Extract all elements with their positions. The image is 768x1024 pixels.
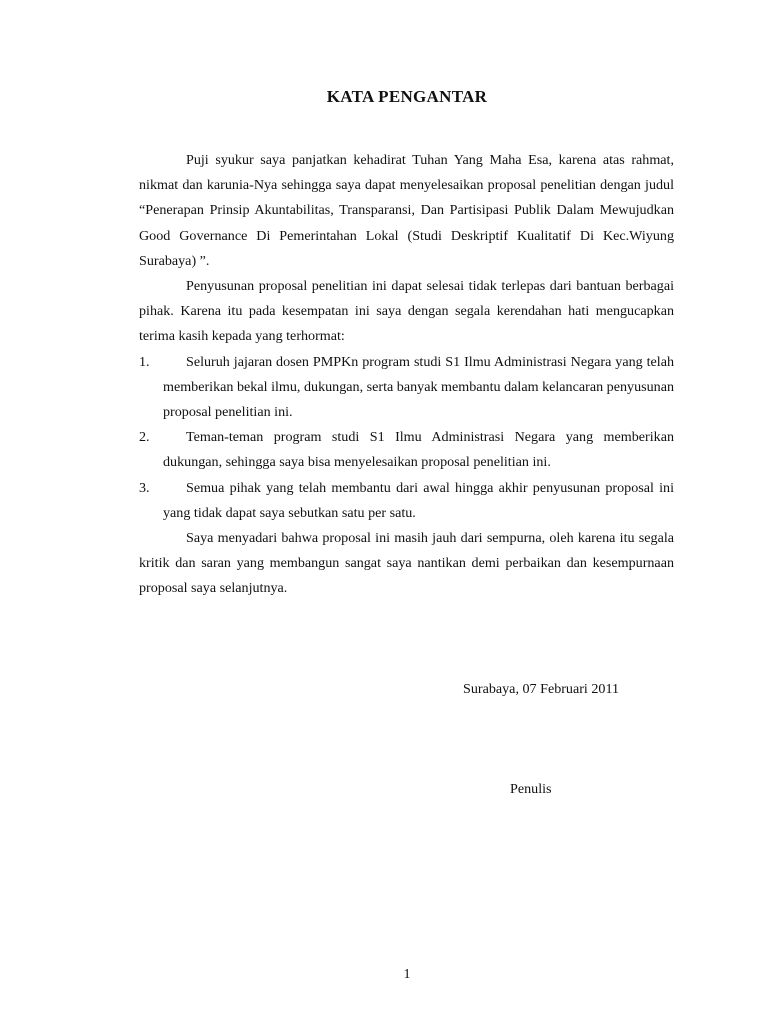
list-item-text: Teman-teman program studi S1 Ilmu Administrasi Negara yang memberikan dukungan, sehingga saya bisa menyelesaikan proposal penelitian ini.: [163, 429, 674, 471]
page-title: KATA PENGANTAR: [326, 87, 488, 106]
list-item-number: 2.: [139, 429, 150, 446]
list-item: [139, 350, 674, 426]
author-signature-label: Penulis: [510, 781, 552, 797]
paragraph-1: Puji syukur saya panjatkan kehadirat Tuhan Yang Maha Esa, karena atas rahmat, nikmat dan karunia-Nya sehingga saya dapat menyelesaikan proposal penelitian dengan judul “Penerapan Prinsip Akuntabilitas, Transparansi, Dan Partisipasi Publik Dalam Mewujudkan Good Governance Di Pemerintahan Lokal (Studi Deskriptif Kualitatif Di Kec.Wiyung Surabaya) ”.: [139, 152, 674, 269]
closing-paragraph: Saya menyadari bahwa proposal ini masih jauh dari sempurna, oleh karena itu segala kritik dan saran yang membangun sangat saya nantikan demi perbaikan dan kesempurnaan proposal saya selanjutnya.: [139, 530, 674, 597]
document-body: [139, 148, 674, 602]
list-item-number: 1.: [139, 353, 150, 370]
place-date: Surabaya, 07 Februari 2011: [463, 681, 620, 697]
list-item-text: Seluruh jajaran dosen PMPKn program studi S1 Ilmu Administrasi Negara yang telah memberikan bekal ilmu, dukungan, serta banyak membantu dalam kelancaran penyusunan proposal penelitian ini.: [163, 353, 674, 421]
list-item-number: 3.: [139, 479, 150, 496]
thanks-list: [139, 350, 674, 526]
list-item-text: Semua pihak yang telah membantu dari awal hingga akhir penyusunan proposal ini yang tidak dapat saya sebutkan satu per satu.: [163, 479, 674, 521]
page-number: 1: [403, 966, 411, 982]
list-item: [139, 425, 674, 475]
list-item: [139, 476, 674, 526]
paragraph-2: Penyusunan proposal penelitian ini dapat selesai tidak terlepas dari bantuan berbagai pihak. Karena itu pada kesempatan ini saya dengan segala kerendahan hati mengucapkan terima kasih kepada yang terhormat:: [139, 278, 674, 345]
